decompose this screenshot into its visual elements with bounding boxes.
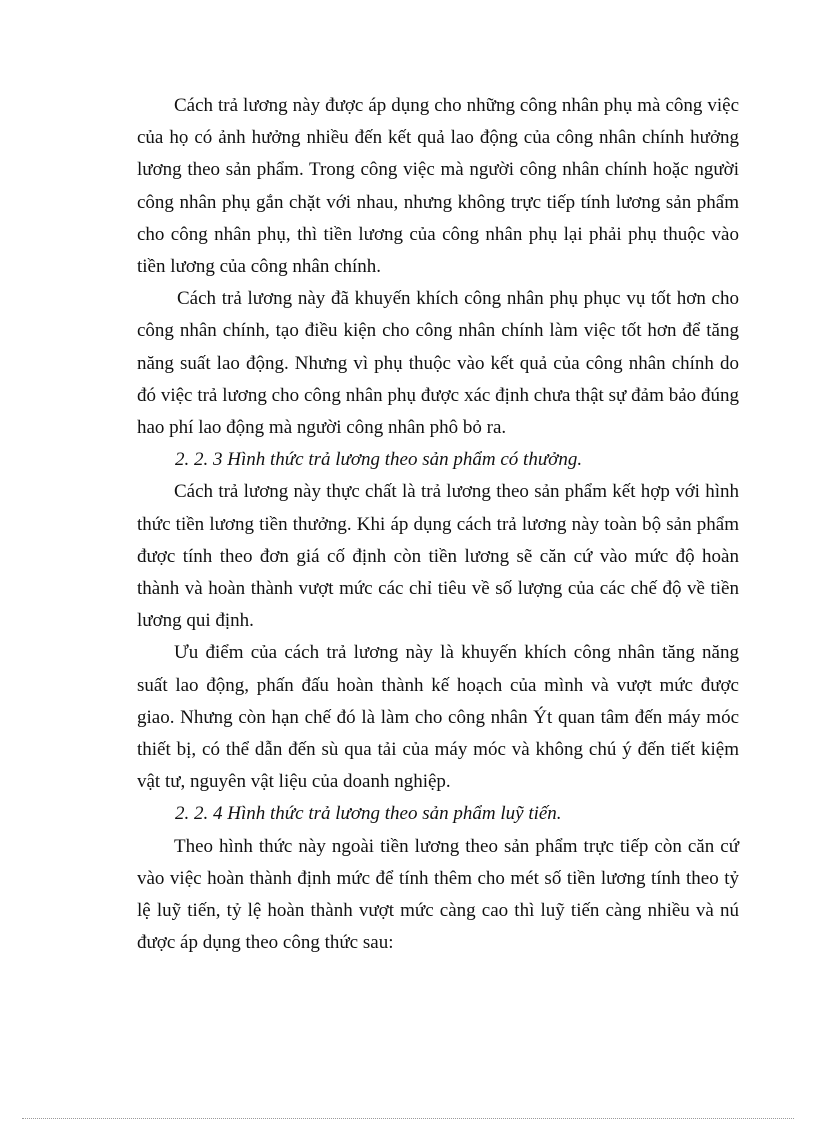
paragraph-bonus-advantages: Ưu điểm của cách trả lương này là khuyến khích công nhân tăng năng suất lao động, phấn đấu hoàn thành kế hoạch của mình và vượt mức được giao. Nhưng còn hạn chế đó là làm cho công nhân Ýt quan tâm đến máy móc thiết bị, có thể dẫn đến sù qua tải của máy móc và không chú ý đến tiết kiệm vật tư, nguyên vật liệu của doanh nghiệp. <box>137 642 739 793</box>
paragraph-progressive-piece-rate: Theo hình thức này ngoài tiền lương theo sản phẩm trực tiếp còn căn cứ vào việc hoàn thành định mức để tính thêm cho mét số tiền lương tính theo tỷ lệ luỹ tiến, tỷ lệ hoàn thành vượt mức càng cao thì luỹ tiến càng nhiều và nú được áp dụng theo công thức sau: <box>137 835 739 954</box>
document-body <box>137 90 739 959</box>
page-bottom-rule <box>22 1118 794 1119</box>
section-heading-2-2-4: 2. 2. 4 Hình thức trả lương theo sản phẩm luỹ tiến. <box>175 803 562 825</box>
section-heading-2-2-3: 2. 2. 3 Hình thức trả lương theo sản phẩm có thưởng. <box>175 449 583 471</box>
paragraph-auxiliary-worker-effects: Cách trả lương này đã khuyến khích công nhân phụ phục vụ tốt hơn cho công nhân chính, tạo điều kiện cho công nhân chính làm việc tốt hơn để tăng năng suất lao động. Nhưng vì phụ thuộc vào kết quả của công nhân chính do đó việc trả lương cho công nhân phụ được xác định chưa thật sự đảm bảo đúng hao phí lao động mà người công nhân phô bỏ ra. <box>137 288 739 439</box>
paragraph-auxiliary-worker-pay: Cách trả lương này được áp dụng cho những công nhân phụ mà công việc của họ có ảnh hưởng nhiều đến kết quả lao động của công nhân chính hưởng lương theo sản phẩm. Trong công việc mà người công nhân chính hoặc người công nhân phụ gắn chặt với nhau, nhưng không trực tiếp tính lương sản phẩm cho công nhân phụ, thì tiền lương của công nhân phụ lại phải phụ thuộc vào tiền lương của công nhân chính. <box>137 95 739 278</box>
paragraph-bonus-piece-rate: Cách trả lương này thực chất là trả lương theo sản phẩm kết hợp với hình thức tiền lương tiền thưởng. Khi áp dụng cách trả lương này toàn bộ sản phẩm được tính theo đơn giá cố định còn tiền lương sẽ căn cứ vào mức độ hoàn thành và hoàn thành vượt mức các chỉ tiêu về số lượng của các chế độ về tiền lương qui định. <box>137 481 739 632</box>
